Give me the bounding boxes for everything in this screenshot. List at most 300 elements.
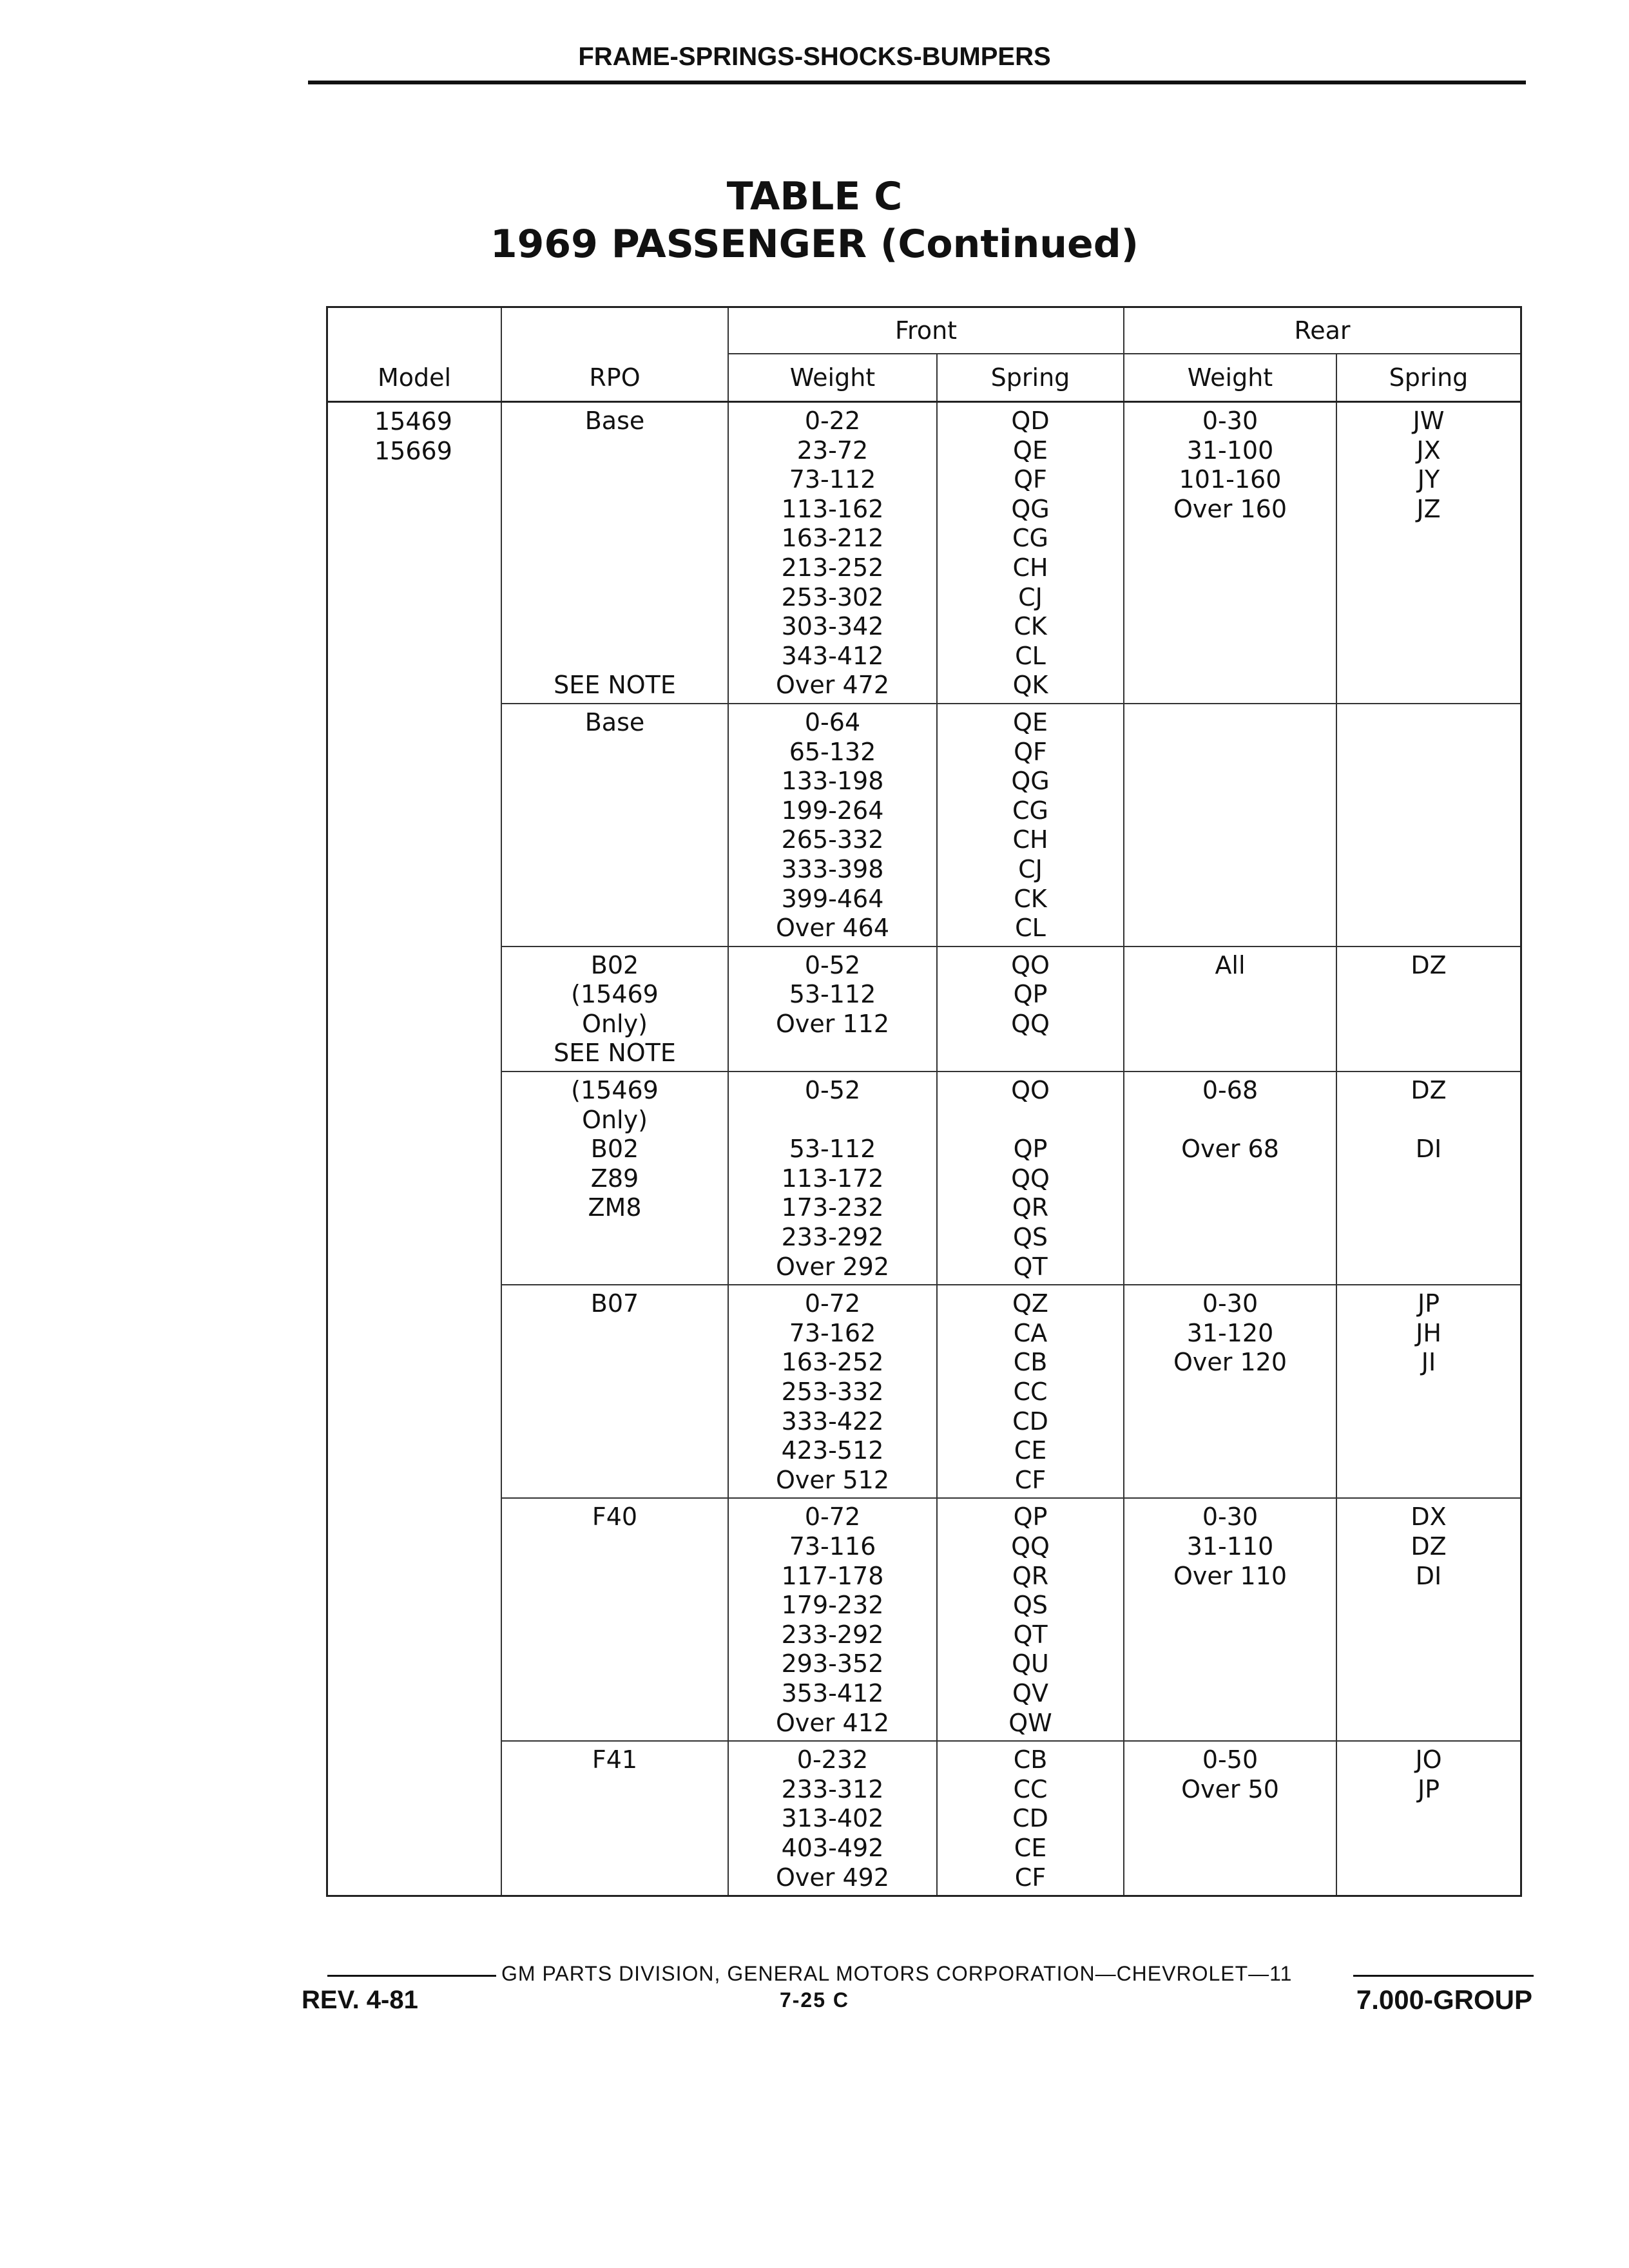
cell-line: F40	[592, 1503, 638, 1532]
cell-line	[502, 855, 728, 885]
rpo-column-header: RPO	[502, 354, 729, 401]
cell-line: Over 292	[775, 1252, 889, 1281]
cell-line: Over 512	[775, 1465, 889, 1494]
cell-line: CD	[1012, 1804, 1048, 1833]
revision-label: REV. 4-81	[302, 1986, 418, 2014]
cell-line: 31-120	[1186, 1318, 1274, 1347]
front-weight-cell	[729, 1072, 938, 1284]
cell-line: QP	[1013, 1135, 1048, 1164]
cell-line: QF	[1014, 737, 1047, 766]
cell-line: Over 50	[1181, 1774, 1279, 1803]
front-spring-cell	[938, 1742, 1124, 1895]
cell-line	[502, 465, 728, 495]
cell-line	[1124, 1193, 1336, 1223]
cell-line: 313-402	[781, 1804, 884, 1833]
rear-weight-column-header: Weight	[1124, 354, 1337, 401]
cell-line	[1337, 1436, 1520, 1466]
cell-line	[1124, 1591, 1336, 1620]
cell-line	[938, 1106, 1123, 1135]
rear-spring-cell	[1337, 403, 1520, 703]
cell-line: 0-30	[1202, 1503, 1258, 1532]
footer-rule-left	[327, 1975, 521, 1977]
cell-line	[1124, 914, 1336, 943]
cell-line	[1124, 553, 1336, 583]
table-group-header	[328, 308, 1520, 354]
cell-line	[1337, 1253, 1520, 1282]
cell-line: 73-116	[789, 1532, 876, 1561]
cell-line: Over 68	[1181, 1135, 1279, 1164]
cell-line	[502, 1834, 728, 1863]
cell-line	[1124, 825, 1336, 855]
front-spring-column-header: Spring	[938, 354, 1124, 401]
model-cell	[328, 403, 502, 1895]
rpo-cell	[502, 1285, 729, 1497]
table-row	[502, 947, 1520, 1072]
cell-line	[1337, 1039, 1520, 1068]
rear-spring-cell	[1337, 704, 1520, 946]
cell-line: CH	[1012, 553, 1048, 582]
cell-line: CB	[1013, 1348, 1048, 1377]
cell-line	[1124, 1834, 1336, 1863]
cell-line: 0-30	[1202, 407, 1258, 435]
cell-line	[502, 524, 728, 553]
cell-line: 0-52	[804, 1076, 861, 1105]
front-weight-cell	[729, 1499, 938, 1740]
cell-line: 233-292	[781, 1620, 884, 1649]
cell-line: CE	[1014, 1436, 1047, 1465]
cell-line	[502, 1348, 728, 1378]
front-spring-cell	[938, 704, 1124, 946]
cell-line: 303-342	[781, 612, 884, 641]
cell-line: Only)	[582, 1105, 648, 1134]
cell-line	[502, 796, 728, 826]
rear-weight-cell	[1124, 704, 1337, 946]
rpo-cell	[502, 1072, 729, 1284]
cell-line: 113-172	[781, 1164, 884, 1193]
cell-line	[502, 495, 728, 524]
cell-line: 0-64	[804, 707, 861, 736]
cell-line	[729, 1039, 936, 1068]
rpo-cell	[502, 704, 729, 946]
cell-line: Over 464	[775, 914, 889, 943]
cell-line	[1124, 980, 1336, 1010]
cell-line	[1337, 914, 1520, 943]
cell-line: QD	[1011, 407, 1050, 435]
cell-line	[1337, 524, 1520, 553]
cell-line: 423-512	[781, 1436, 884, 1465]
cell-line: 0-72	[804, 1503, 861, 1532]
header-rule	[308, 81, 1526, 84]
cell-line: CA	[1013, 1318, 1048, 1347]
rpo-cell	[502, 1499, 729, 1740]
cell-line: CJ	[1018, 854, 1043, 883]
cell-line: 133-198	[781, 767, 884, 796]
cell-line	[502, 553, 728, 583]
cell-line: 117-178	[781, 1561, 884, 1590]
cell-line	[502, 1863, 728, 1893]
cell-line: Only)	[582, 1009, 648, 1038]
cell-line: CL	[1015, 914, 1046, 943]
cell-line: JI	[1421, 1348, 1436, 1377]
cell-line: 163-212	[781, 524, 884, 553]
cell-line: QT	[1013, 1252, 1048, 1281]
cell-line	[1124, 708, 1336, 738]
cell-line: 353-412	[781, 1678, 884, 1707]
cell-line	[1124, 583, 1336, 613]
table-row	[502, 1499, 1520, 1742]
rear-weight-cell	[1124, 1499, 1337, 1740]
cell-line: Base	[584, 707, 645, 736]
cell-line: CD	[1012, 1407, 1048, 1436]
front-spring-cell	[938, 1499, 1124, 1740]
cell-line	[502, 1378, 728, 1407]
cell-line	[1124, 738, 1336, 767]
cell-line	[502, 612, 728, 642]
cell-line: QQ	[1011, 1164, 1050, 1193]
cell-line: 233-312	[781, 1774, 884, 1803]
cell-line: 31-100	[1186, 436, 1274, 465]
cell-line: Over 472	[775, 671, 889, 700]
table-row	[502, 1742, 1520, 1895]
cell-line	[1337, 825, 1520, 855]
cell-line: JZ	[1416, 494, 1441, 523]
cell-line: ZM8	[588, 1193, 642, 1222]
cell-line: QW	[1008, 1708, 1052, 1737]
rpo-groups	[502, 403, 1520, 1895]
table-row	[502, 403, 1520, 704]
cell-line	[1337, 1407, 1520, 1437]
cell-line: CB	[1013, 1745, 1048, 1774]
cell-line	[1124, 612, 1336, 642]
cell-line: Over 492	[775, 1863, 889, 1892]
cell-line	[1124, 1253, 1336, 1282]
front-spring-cell	[938, 1285, 1124, 1497]
cell-line: Over 120	[1173, 1348, 1287, 1377]
footer-rule-right	[1353, 1975, 1534, 1977]
cell-line: 113-162	[781, 494, 884, 523]
cell-line	[1337, 1223, 1520, 1253]
cell-line	[502, 1649, 728, 1679]
cell-line	[1337, 1620, 1520, 1650]
cell-line	[1337, 1863, 1520, 1893]
rear-weight-cell	[1124, 403, 1337, 703]
cell-line: B07	[590, 1289, 639, 1318]
cell-line	[1124, 796, 1336, 826]
cell-line: Z89	[590, 1164, 639, 1193]
table-body	[328, 403, 1520, 1895]
cell-line	[1337, 553, 1520, 583]
table-row	[502, 1285, 1520, 1499]
rear-weight-cell	[1124, 1285, 1337, 1497]
cell-line	[502, 738, 728, 767]
cell-line	[1124, 1106, 1336, 1135]
cell-line: CG	[1012, 796, 1048, 825]
cell-line	[502, 1679, 728, 1709]
cell-line: QS	[1012, 1591, 1048, 1620]
rpo-cell	[502, 403, 729, 703]
cell-line: QS	[1012, 1223, 1048, 1252]
cell-line: QZ	[1012, 1289, 1048, 1318]
cell-line	[502, 1620, 728, 1650]
cell-line	[1337, 1679, 1520, 1709]
cell-line: 0-72	[804, 1289, 861, 1318]
cell-line: 265-332	[781, 825, 884, 854]
cell-line: CK	[1014, 884, 1047, 913]
cell-line: 253-302	[781, 582, 884, 611]
cell-line: CC	[1013, 1774, 1048, 1803]
cell-line	[938, 1039, 1123, 1068]
model-number: 15669	[374, 437, 452, 465]
front-weight-cell	[729, 947, 938, 1071]
cell-line: JP	[1417, 1289, 1440, 1318]
spring-table	[326, 306, 1522, 1897]
cell-line: 213-252	[781, 553, 884, 582]
cell-line	[1337, 885, 1520, 914]
group-number: 7.000-GROUP	[1356, 1984, 1532, 2015]
cell-line	[502, 885, 728, 914]
section-title: FRAME-SPRINGS-SHOCKS-BUMPERS	[578, 43, 1051, 71]
cell-line: 343-412	[781, 641, 884, 670]
cell-line	[1124, 1709, 1336, 1738]
cell-line	[1124, 524, 1336, 553]
cell-line: SEE NOTE	[554, 671, 676, 700]
table-row	[502, 1072, 1520, 1285]
cell-line	[502, 825, 728, 855]
cell-line	[502, 436, 728, 466]
cell-line: 333-398	[781, 854, 884, 883]
cell-line	[502, 1253, 728, 1282]
cell-line	[502, 1709, 728, 1738]
cell-line	[1337, 1164, 1520, 1194]
front-spring-cell	[938, 947, 1124, 1071]
cell-line	[1337, 1466, 1520, 1495]
cell-line	[1337, 1193, 1520, 1223]
cell-line: QF	[1014, 465, 1047, 494]
rpo-cell	[502, 947, 729, 1071]
cell-line	[502, 583, 728, 613]
footer-publisher: GM PARTS DIVISION, GENERAL MOTORS CORPORATION—CHEVROLET—11	[496, 1962, 1297, 1986]
cell-line	[1124, 642, 1336, 671]
cell-line: 293-352	[781, 1649, 884, 1678]
cell-line	[502, 1562, 728, 1591]
cell-line	[1337, 1649, 1520, 1679]
cell-line: CK	[1014, 612, 1047, 641]
cell-line: QQ	[1011, 1009, 1050, 1038]
cell-line	[1337, 1010, 1520, 1039]
cell-line: 65-132	[789, 737, 876, 766]
cell-line: QG	[1011, 494, 1050, 523]
table-title: TABLE C	[726, 174, 903, 219]
cell-line: JH	[1416, 1318, 1441, 1347]
cell-line: DZ	[1411, 1076, 1447, 1105]
cell-line	[1337, 671, 1520, 700]
cell-line: Over 110	[1173, 1561, 1287, 1590]
rear-spring-cell	[1337, 947, 1520, 1071]
cell-line	[1337, 1709, 1520, 1738]
cell-line	[502, 1532, 728, 1562]
cell-line	[1124, 1010, 1336, 1039]
cell-line	[1124, 1863, 1336, 1893]
cell-line: QR	[1012, 1193, 1049, 1222]
model-number: 15469	[374, 407, 452, 436]
cell-line	[502, 642, 728, 671]
cell-line: B02	[590, 950, 639, 979]
cell-line	[729, 1106, 936, 1135]
rear-weight-cell	[1124, 1742, 1337, 1895]
cell-line: CJ	[1018, 582, 1043, 611]
cell-line: CE	[1014, 1833, 1047, 1862]
cell-line	[502, 1804, 728, 1834]
cell-line: CL	[1015, 641, 1046, 670]
cell-line: QO	[1011, 950, 1050, 979]
model-header-top	[328, 308, 502, 354]
cell-line: 53-112	[789, 980, 876, 1009]
cell-line	[1124, 767, 1336, 796]
cell-line: QP	[1013, 1503, 1048, 1532]
cell-line: 403-492	[781, 1833, 884, 1862]
cell-line: JY	[1417, 465, 1440, 494]
cell-line: 0-68	[1202, 1076, 1258, 1105]
cell-line: DI	[1415, 1561, 1442, 1590]
cell-line	[502, 1319, 728, 1349]
cell-line: 163-252	[781, 1348, 884, 1377]
cell-line	[1337, 612, 1520, 642]
cell-line: CH	[1012, 825, 1048, 854]
cell-line: 0-22	[804, 407, 861, 435]
cell-line: DI	[1415, 1135, 1442, 1164]
cell-line	[1337, 796, 1520, 826]
rear-spring-cell	[1337, 1072, 1520, 1284]
cell-line: 0-52	[804, 950, 861, 979]
cell-line	[1337, 980, 1520, 1010]
front-spring-cell	[938, 403, 1124, 703]
rear-spring-cell	[1337, 1285, 1520, 1497]
rear-spring-column-header: Spring	[1389, 363, 1469, 392]
cell-line: QR	[1012, 1561, 1049, 1590]
cell-line	[1124, 885, 1336, 914]
cell-line	[502, 1223, 728, 1253]
front-weight-cell	[729, 403, 938, 703]
cell-line: CC	[1013, 1378, 1048, 1406]
model-column-header: Model	[328, 354, 502, 401]
table-row	[502, 704, 1520, 947]
cell-line: QO	[1011, 1076, 1050, 1105]
front-weight-cell	[729, 1742, 938, 1895]
page-number: 7-25 C	[779, 1988, 850, 2012]
cell-line	[502, 1775, 728, 1805]
cell-line	[1337, 708, 1520, 738]
cell-line	[1124, 1466, 1336, 1495]
cell-line: Base	[584, 407, 645, 435]
cell-line	[1337, 1591, 1520, 1620]
cell-line	[1124, 1039, 1336, 1068]
cell-line: 53-112	[789, 1135, 876, 1164]
cell-line	[1124, 855, 1336, 885]
cell-line: Over 160	[1173, 494, 1287, 523]
cell-line	[1124, 1649, 1336, 1679]
cell-line: (15469	[571, 1076, 659, 1105]
cell-line	[1337, 1804, 1520, 1834]
front-weight-column-header: Weight	[729, 354, 938, 401]
cell-line: QP	[1013, 980, 1048, 1009]
cell-line	[1124, 1407, 1336, 1437]
cell-line: F41	[592, 1745, 638, 1774]
cell-line: 399-464	[781, 884, 884, 913]
cell-line: 0-232	[796, 1745, 869, 1774]
cell-line: DZ	[1411, 1532, 1447, 1561]
cell-line: 0-50	[1202, 1745, 1258, 1774]
cell-line: QG	[1011, 767, 1050, 796]
table-subtitle: 1969 PASSENGER (Continued)	[490, 222, 1139, 267]
cell-line: QT	[1013, 1620, 1048, 1649]
rear-weight-cell	[1124, 947, 1337, 1071]
cell-line	[502, 767, 728, 796]
cell-line	[1337, 642, 1520, 671]
cell-line: 23-72	[796, 436, 869, 465]
rear-spring-cell	[1337, 1499, 1520, 1740]
cell-line: 0-30	[1202, 1289, 1258, 1318]
cell-line	[1337, 1834, 1520, 1863]
cell-line	[502, 1466, 728, 1495]
front-group-header: Front	[729, 308, 1124, 354]
cell-line	[1337, 583, 1520, 613]
cell-line: JP	[1417, 1774, 1440, 1803]
cell-line: DX	[1411, 1503, 1447, 1532]
cell-line: JO	[1415, 1745, 1442, 1774]
cell-line: B02	[590, 1135, 639, 1164]
cell-line: Over 412	[775, 1708, 889, 1737]
cell-line	[1337, 855, 1520, 885]
cell-line: QU	[1012, 1649, 1049, 1678]
cell-line	[502, 914, 728, 943]
cell-line	[1337, 738, 1520, 767]
cell-line	[502, 1591, 728, 1620]
rpo-header-top	[502, 308, 729, 354]
cell-line: CF	[1014, 1465, 1046, 1494]
cell-line	[502, 1407, 728, 1437]
cell-line: QV	[1012, 1678, 1048, 1707]
cell-line	[1124, 1164, 1336, 1194]
cell-line: QQ	[1011, 1532, 1050, 1561]
cell-line: Over 112	[775, 1009, 889, 1038]
cell-line: SEE NOTE	[554, 1039, 676, 1068]
rpo-cell	[502, 1742, 729, 1895]
cell-line: JX	[1416, 436, 1441, 465]
rear-spring-cell	[1337, 1742, 1520, 1895]
cell-line: 73-112	[789, 465, 876, 494]
cell-line: DZ	[1411, 950, 1447, 979]
cell-line: 179-232	[781, 1591, 884, 1620]
cell-line	[1337, 1106, 1520, 1135]
cell-line	[1124, 1378, 1336, 1407]
cell-line: 173-232	[781, 1193, 884, 1222]
cell-line: QE	[1013, 707, 1048, 736]
cell-line	[1337, 767, 1520, 796]
cell-line: 31-110	[1186, 1532, 1274, 1561]
cell-line: CG	[1012, 524, 1048, 553]
cell-line: QK	[1012, 671, 1048, 700]
rear-group-header: Rear	[1124, 308, 1520, 354]
cell-line: 199-264	[781, 796, 884, 825]
cell-line: QE	[1013, 436, 1048, 465]
cell-line	[1124, 1620, 1336, 1650]
cell-line: JW	[1412, 407, 1445, 435]
cell-line: All	[1215, 950, 1246, 979]
cell-line	[1124, 1804, 1336, 1834]
cell-line	[502, 1436, 728, 1466]
cell-line	[1124, 1679, 1336, 1709]
cell-line	[1124, 1223, 1336, 1253]
